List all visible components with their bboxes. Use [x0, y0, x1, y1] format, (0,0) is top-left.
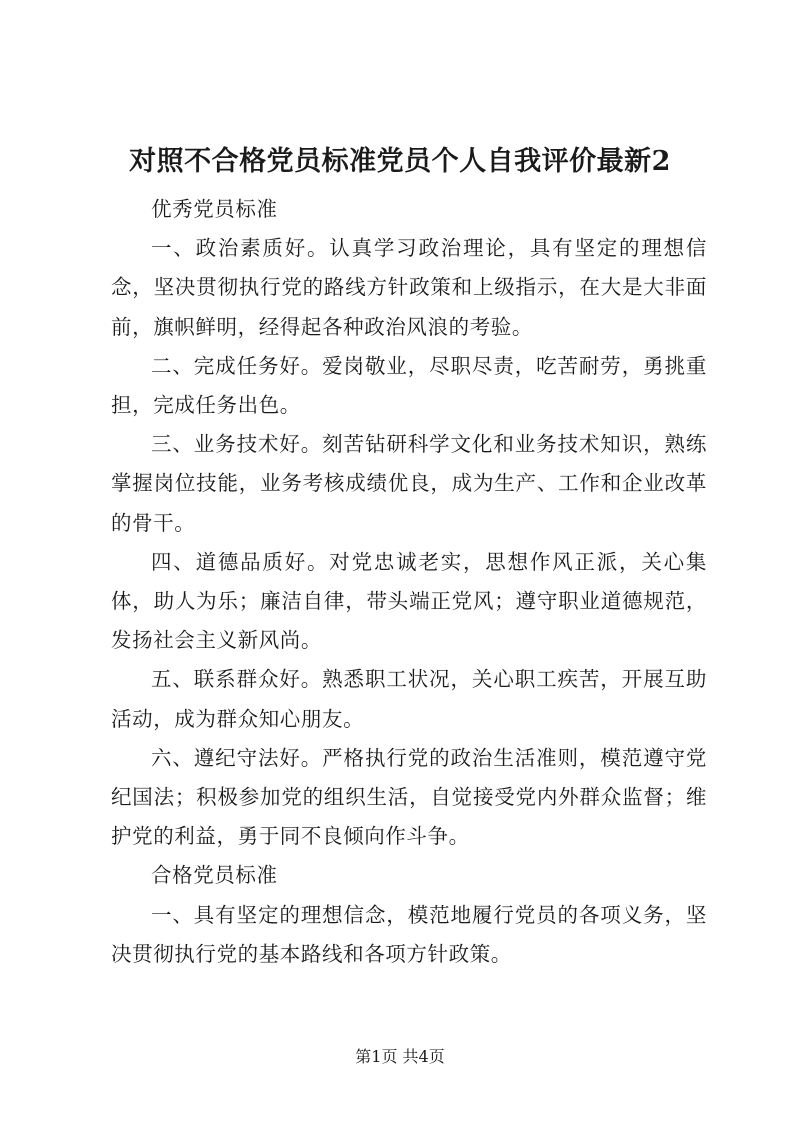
paragraph: 二、完成任务好。爱岗敬业，尽职尽责，吃苦耐劳，勇挑重担，完成任务出色。 [111, 353, 707, 418]
paragraph: 六、遵纪守法好。严格执行党的政治生活准则，模范遵守党纪国法；积极参加党的组织生活，自觉接受党内外群众监督；维护党的利益，勇于同不良倾向作斗争。 [111, 745, 707, 849]
paragraph: 五、联系群众好。熟悉职工状况，关心职工疾苦，开展互助活动，成为群众知心朋友。 [111, 667, 707, 731]
section-heading-qualified: 合格党员标准 [151, 863, 278, 888]
paragraph: 一、政治素质好。认真学习政治理论，具有坚定的理想信念，坚决贯彻执行党的路线方针政策和上级指示，在大是大非面前，旗帜鲜明，经得起各种政治风浪的考验。 [111, 236, 707, 339]
paragraph: 四、道德品质好。对党忠诚老实，思想作风正派，关心集体，助人为乐；廉洁自律，带头端正党风；遵守职业道德规范，发扬社会主义新风尚。 [111, 549, 707, 653]
document-body [111, 190, 707, 974]
page-footer: 第1页 共4页 [355, 1047, 445, 1066]
section-heading-excellent: 优秀党员标准 [151, 197, 278, 221]
paragraph: 三、业务技术好。刻苦钻研科学文化和业务技术知识，熟练掌握岗位技能，业务考核成绩优良，成为生产、工作和企业改革的骨干。 [111, 432, 707, 535]
document-title: 对照不合格党员标准党员个人自我评价最新2 [129, 146, 671, 177]
paragraph: 一、具有坚定的理想信念，模范地履行党员的各项义务，坚决贯彻执行党的基本路线和各项方针政策。 [111, 902, 707, 966]
